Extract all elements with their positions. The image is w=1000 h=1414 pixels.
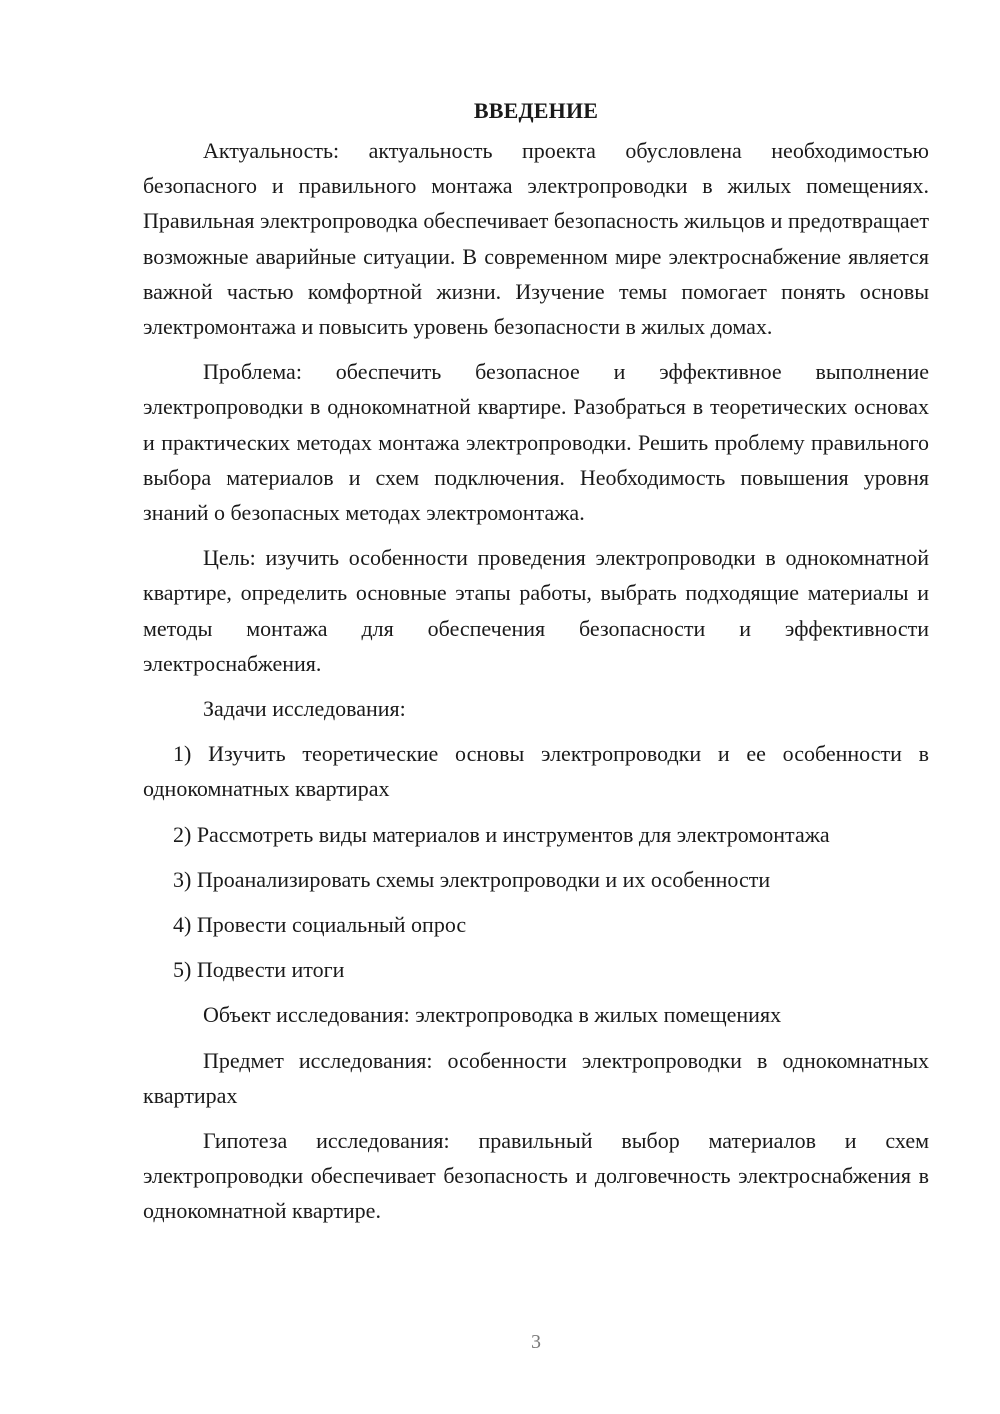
paragraph-problem: Проблема: обеспечить безопасное и эффективное выполнение электропроводки в однокомнатной квартире. Разобраться в теоретических основах и практических методах монтажа электропроводки. Решить проблему правильного выбора материалов и схем подключения. Необходимость повышения уровня знаний о безопасных методах электромонтажа. [143, 359, 929, 526]
task-item-1: 1) Изучить теоретические основы электропроводки и ее особенности в однокомнатных квартирах [143, 741, 929, 802]
paragraph-subject: Предмет исследования: особенности электропроводки в однокомнатных квартирах [143, 1047, 929, 1108]
task-item-5: 5) Подвести итоги [173, 957, 345, 983]
task-list [143, 736, 929, 987]
paragraph-goal: Цель: изучить особенности проведения электропроводки в однокомнатной квартире, определить основные этапы работы, выбрать подходящие материалы и методы монтажа для обеспечения безопасности и эффективности электроснабжения. [143, 545, 929, 676]
page-title: ВВЕДЕНИЕ [473, 98, 599, 123]
task-item-4: 4) Провести социальный опрос [173, 912, 467, 938]
paragraph-object: Объект исследования: электропроводка в жилых помещениях [203, 1002, 782, 1028]
paragraph-relevance: Актуальность: актуальность проекта обусловлена необходимостью безопасного и правильного монтажа электропроводки в жилых помещениях. Правильная электропроводка обеспечивает безопасность жильцов и предотвращает возможные аварийные ситуации. В современном мире электроснабжение является важной частью комфортной жизни. Изучение темы помогает понять основы электромонтажа и повысить уровень безопасности в жилых домах. [143, 138, 929, 340]
page-content [143, 96, 929, 1239]
task-item-2: 2) Рассмотреть виды материалов и инструментов для электромонтажа [173, 821, 830, 847]
paragraph-hypothesis: Гипотеза исследования: правильный выбор материалов и схем электропроводки обеспечивает безопасность и долговечность электроснабжения в однокомнатной квартире. [143, 1128, 929, 1224]
task-item-3: 3) Проанализировать схемы электропроводки и их особенности [173, 866, 771, 892]
paragraph-tasks-heading: Задачи исследования: [203, 696, 406, 722]
page-number: 3 [531, 1331, 541, 1353]
